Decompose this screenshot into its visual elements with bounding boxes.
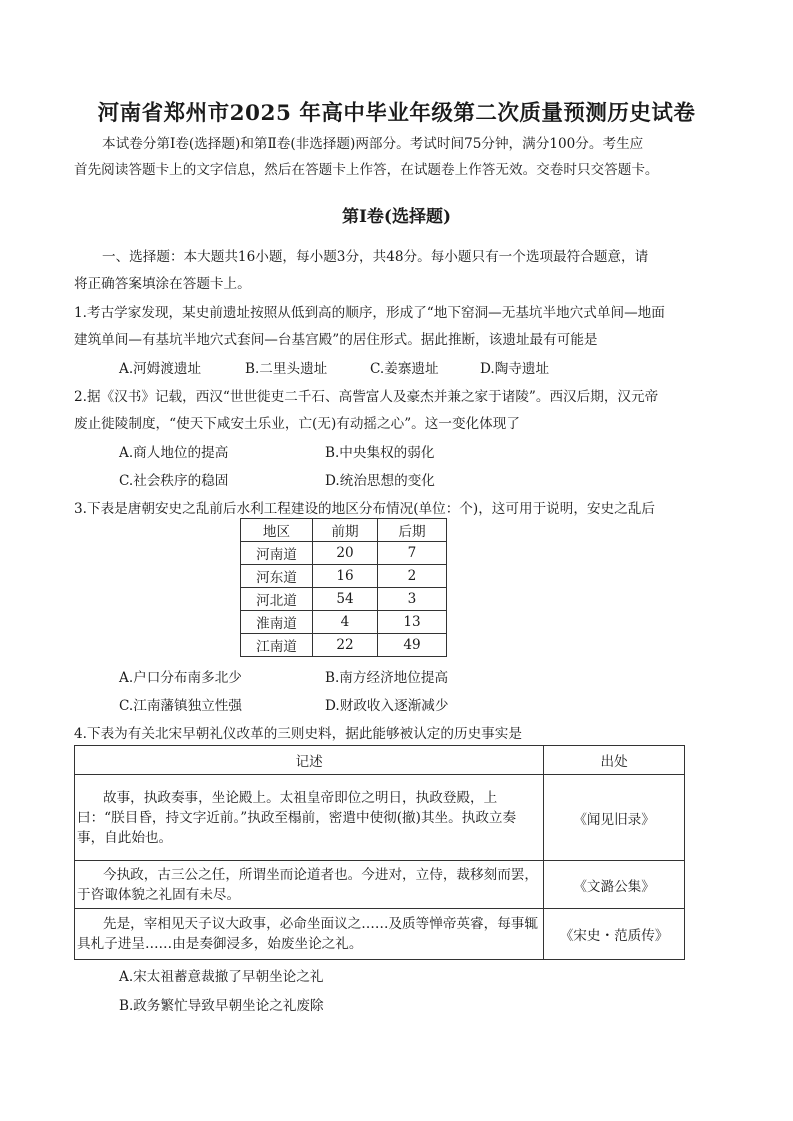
q4-option-a[interactable]: A.宋太祖蓄意裁撤了早朝坐论之礼 [119, 969, 324, 985]
source-title: 《文潞公集》 [544, 861, 685, 909]
instructions-line-2: 将正确答案填涂在答题卡上。 [74, 276, 251, 292]
q1-stem-line-1: 1.考古学家发现，某史前遗址按照从低到高的顺序，形成了“地下窑洞—无基坑半地穴式单间—地面 [74, 305, 665, 321]
table-cell-before: 16 [313, 565, 378, 588]
column-header: 后期 [378, 519, 447, 542]
column-header: 前期 [313, 519, 378, 542]
q2-option-b[interactable]: B.中央集权的弱化 [325, 445, 435, 461]
source-title: 《闻见旧录》 [544, 775, 685, 861]
q1-stem-line-2: 建筑单间—有基坑半地穴式套间—台基宫殿”的居住形式。据此推断，该遗址最有可能是 [74, 332, 598, 348]
q3-option-d[interactable]: D.财政收入逐渐减少 [325, 698, 449, 714]
table-cell-after: 13 [378, 611, 447, 634]
table-cell-after: 2 [378, 565, 447, 588]
table-cell-region: 河北道 [241, 588, 313, 611]
table-cell-after: 49 [378, 634, 447, 657]
table-cell-after: 3 [378, 588, 447, 611]
q2-stem-line-1: 2.据《汉书》记载，西汉“世世徙吏二千石、高訾富人及豪杰并兼之家于诸陵”。西汉后期，汉元帝 [74, 389, 659, 405]
table-cell-before: 20 [313, 542, 378, 565]
table-cell-region: 河南道 [241, 542, 313, 565]
table-row [241, 565, 447, 588]
q1-option-b[interactable]: B.二里头遗址 [245, 361, 328, 377]
table-cell-region: 河东道 [241, 565, 313, 588]
q3-data-table [240, 518, 447, 657]
source-title: 《宋史・范质传》 [544, 909, 685, 960]
q4-source-table [74, 745, 685, 960]
table-row [241, 542, 447, 565]
q4-option-b[interactable]: B.政务繁忙导致早朝坐论之礼废除 [119, 998, 324, 1014]
table-cell-before: 54 [313, 588, 378, 611]
q3-option-c[interactable]: C.江南藩镇独立性强 [119, 698, 242, 714]
column-header-source: 出处 [544, 746, 685, 775]
table-row [241, 588, 447, 611]
table-header-row [75, 746, 685, 775]
table-cell-before: 22 [313, 634, 378, 657]
record-text: 今执政，古三公之任，所谓坐而论道者也。今进对，立侍，裁移刻而罢，于咨诹体貌之礼固有未尽。 [75, 861, 544, 909]
q3-stem: 3.下表是唐朝安史之乱前后水利工程建设的地区分布情况(单位：个)，这可用于说明，安史之乱后 [74, 501, 655, 517]
q3-option-a[interactable]: A.户口分布南多北少 [119, 670, 242, 686]
exam-title: 河南省郑州市2025 年高中毕业年级第二次质量预测历史试卷 [97, 101, 696, 126]
table-cell-region: 淮南道 [241, 611, 313, 634]
intro-line-2: 首先阅读答题卡上的文字信息，然后在答题卡上作答，在试题卷上作答无效。交卷时只交答题卡。 [74, 162, 659, 178]
column-header: 地区 [241, 519, 313, 542]
intro-line-1: 本试卷分第Ⅰ卷(选择题)和第Ⅱ卷(非选择题)两部分。考试时间75分钟，满分100分。考生应 [102, 136, 644, 152]
q2-option-c[interactable]: C.社会秩序的稳固 [119, 473, 229, 489]
table-cell-after: 7 [378, 542, 447, 565]
table-row [75, 861, 685, 909]
table-cell-region: 江南道 [241, 634, 313, 657]
q2-option-a[interactable]: A.商人地位的提高 [119, 445, 229, 461]
q1-option-a[interactable]: A.河姆渡遗址 [119, 361, 202, 377]
q4-stem: 4.下表为有关北宋早朝礼仪改革的三则史料，据此能够被认定的历史事实是 [74, 726, 522, 742]
instructions-line-1: 一、选择题：本大题共16小题，每小题3分，共48分。每小题只有一个选项最符合题意，请 [102, 249, 649, 265]
q1-option-c[interactable]: C.姜寨遗址 [370, 361, 439, 377]
q2-stem-line-2: 废止徙陵制度，“使天下咸安土乐业，亡(无)有动摇之心”。这一变化体现了 [74, 416, 520, 432]
table-row [241, 634, 447, 657]
record-text: 故事，执政奏事，坐论殿上。太祖皇帝即位之明日，执政登殿，上曰：“朕目昏，持文字近前。”执政至榻前，密遣中使彻(撤)其坐。执政立奏事，自此始也。 [75, 775, 544, 861]
section-title: 第Ⅰ卷(选择题) [341, 207, 452, 227]
q3-option-b[interactable]: B.南方经济地位提高 [325, 670, 449, 686]
table-row [75, 909, 685, 960]
record-text: 先是，宰相见天子议大政事，必命坐面议之……及质等惮帝英睿，每事辄具札子进呈……由是奏御浸多，始废坐论之礼。 [75, 909, 544, 960]
column-header-record: 记述 [75, 746, 544, 775]
table-row [241, 611, 447, 634]
q1-option-d[interactable]: D.陶寺遗址 [480, 361, 550, 377]
q2-option-d[interactable]: D.统治思想的变化 [325, 473, 435, 489]
table-row [75, 775, 685, 861]
table-header-row [241, 519, 447, 542]
table-cell-before: 4 [313, 611, 378, 634]
